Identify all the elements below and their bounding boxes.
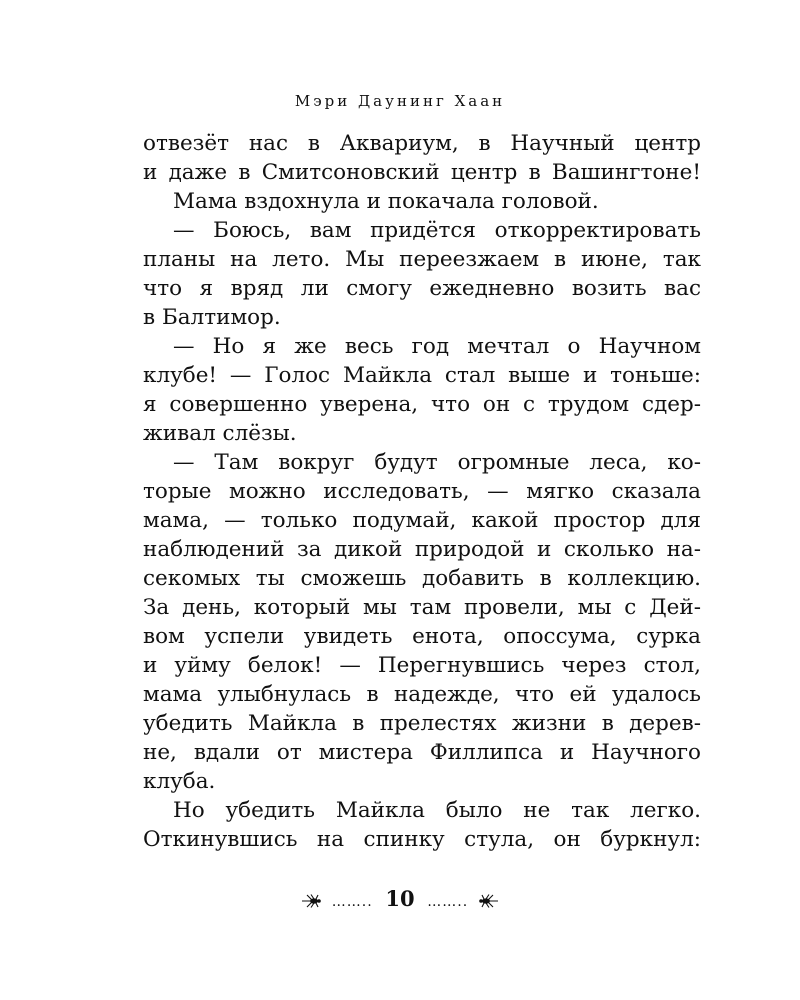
folio-dots-left: …….. — [331, 894, 373, 910]
text-line: Откинувшись на спинку стула, он буркнул: — [143, 827, 701, 852]
text-line: клуба. — [143, 769, 216, 794]
text-line: и уйму белок! — Перегнувшись через стол, — [143, 653, 701, 678]
text-line: — Там вокруг будут огромные леса, ко- — [173, 450, 701, 475]
text-line: я совершенно уверена, что он с трудом сдер- — [143, 392, 701, 417]
text-line: секомых ты сможешь добавить в коллекцию. — [143, 566, 701, 591]
text-line: вом успели увидеть енота, опоссума, сурка — [143, 624, 701, 649]
text-line: наблюдений за дикой природой и сколько на- — [143, 537, 701, 562]
page-folio — [0, 886, 800, 915]
text-line: — Боюсь, вам придётся откорректировать — [173, 218, 701, 243]
text-line: живал слёзы. — [143, 421, 297, 446]
text-line: мама, — только подумай, какой простор для — [143, 508, 701, 533]
spider-icon — [475, 894, 499, 908]
text-line: что я вряд ли смогу ежедневно возить вас — [143, 276, 701, 301]
text-line: убедить Майкла в прелестях жизни в дерев- — [143, 711, 701, 736]
folio-dots-right: …….. — [427, 894, 469, 910]
body-text — [143, 129, 701, 854]
page-number: 10 — [385, 886, 415, 911]
text-line: и даже в Смитсоновский центр в Вашингтоне! — [143, 160, 701, 185]
text-line: планы на лето. Мы переезжаем в июне, так — [143, 247, 701, 272]
text-line: — Но я же весь год мечтал о Научном — [173, 334, 701, 359]
text-line: клубе! — Голос Майкла стал выше и тоньше: — [143, 363, 701, 388]
text-line: отвезёт нас в Аквариум, в Научный центр — [143, 131, 701, 156]
text-line: За день, который мы там провели, мы с Дей- — [143, 595, 701, 620]
text-line: мама улыбнулась в надежде, что ей удалось — [143, 682, 701, 707]
text-line: торые можно исследовать, — мягко сказала — [143, 479, 701, 504]
spider-icon — [301, 894, 325, 908]
text-line: Но убедить Майкла было не так легко. — [173, 798, 701, 823]
text-line: Мама вздохнула и покачала головой. — [173, 189, 599, 214]
text-line: не, вдали от мистера Филлипса и Научного — [143, 740, 701, 765]
running-head-author: Мэри Даунинг Хаан — [294, 92, 506, 110]
text-line: в Балтимор. — [143, 305, 281, 330]
